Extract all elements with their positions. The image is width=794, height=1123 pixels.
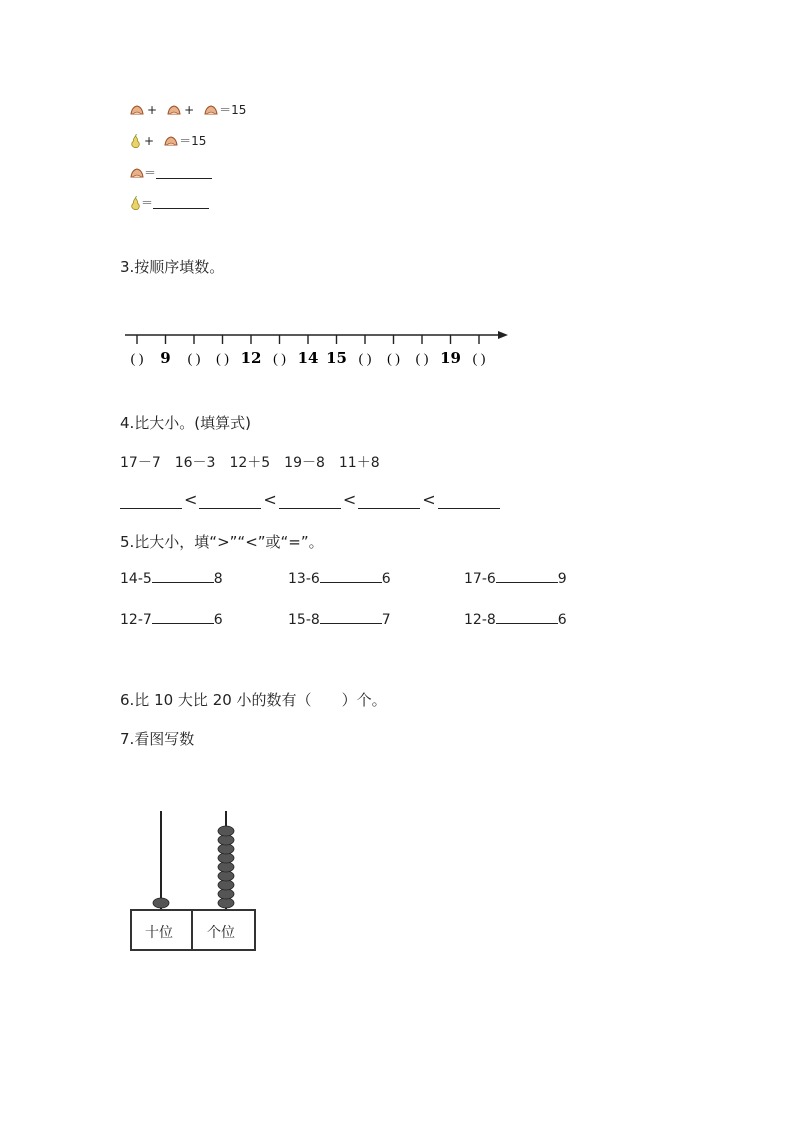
compare-item xyxy=(288,611,391,628)
compare-right: 8 xyxy=(213,571,223,587)
answer-blank[interactable] xyxy=(438,490,500,509)
abacus-bead xyxy=(218,862,234,872)
abacus-bead xyxy=(218,844,234,854)
number-line-label: 19 xyxy=(440,349,461,367)
question-3-title: 3.按顺序填数。 xyxy=(120,258,225,276)
pear-icon xyxy=(130,196,141,210)
compare-right: 6 xyxy=(213,612,223,628)
abacus-bead xyxy=(218,853,234,863)
equation-rhs: ＝15 xyxy=(179,134,207,148)
compare-left: 12-8 xyxy=(464,612,496,628)
abacus-bead xyxy=(218,835,234,845)
number-line-blank[interactable]: ( ) xyxy=(415,352,429,367)
question-4-title: 4.比大小。(填算式) xyxy=(120,414,252,432)
operator: + xyxy=(184,102,195,117)
answer-blank[interactable] xyxy=(279,490,341,509)
compare-right: 7 xyxy=(381,612,391,628)
answer-blank[interactable] xyxy=(358,490,420,509)
peach-icon xyxy=(167,104,181,116)
number-line-blank[interactable]: ( ) xyxy=(387,352,400,367)
compare-item xyxy=(120,611,223,628)
number-line-label: 9 xyxy=(160,349,171,367)
equation-rhs: ＝ xyxy=(144,166,157,180)
compare-right: 6 xyxy=(381,571,391,587)
number-line-blank[interactable]: ( ) xyxy=(130,352,144,367)
ordering-row xyxy=(120,490,500,509)
compare-item xyxy=(120,570,223,587)
abacus-bead xyxy=(153,898,169,908)
number-line-label: 14 xyxy=(297,349,319,367)
number-line-blank[interactable]: ( ) xyxy=(472,352,486,367)
answer-blank[interactable] xyxy=(120,490,182,509)
equation-3 xyxy=(130,164,212,181)
number-line-label: 12 xyxy=(240,349,262,367)
operator: + xyxy=(144,133,155,148)
peach-icon xyxy=(164,135,178,147)
compare-blank[interactable] xyxy=(152,570,214,583)
answer-blank[interactable] xyxy=(156,166,212,179)
answer-blank[interactable] xyxy=(153,196,209,209)
number-line-label: 15 xyxy=(326,349,347,367)
compare-left: 15-8 xyxy=(288,612,320,628)
compare-left: 12-7 xyxy=(120,612,152,628)
operator: + xyxy=(147,102,158,117)
equation-1 xyxy=(130,101,246,118)
compare-blank[interactable] xyxy=(320,611,382,624)
less-than-sign: < xyxy=(263,490,277,509)
question-6-text-before: 6.比 10 大比 20 小的数有（ xyxy=(120,691,312,709)
compare-item xyxy=(288,570,391,587)
compare-item xyxy=(464,611,567,628)
compare-blank[interactable] xyxy=(320,570,382,583)
compare-blank[interactable] xyxy=(152,611,214,624)
peach-icon xyxy=(130,167,144,179)
compare-left: 14-5 xyxy=(120,571,152,587)
number-line-blank[interactable]: ( ) xyxy=(187,352,201,367)
question-5-title: 5.比大小，填“>”“<”或“=”。 xyxy=(120,533,324,551)
expressions: 17－7 16－3 12＋5 19－8 11＋8 xyxy=(120,455,380,471)
peach-icon xyxy=(204,104,218,116)
abacus-bead xyxy=(218,898,234,908)
peach-icon xyxy=(130,104,144,116)
number-line-blank[interactable]: ( ) xyxy=(358,352,372,367)
abacus-bead xyxy=(218,871,234,881)
compare-item xyxy=(464,570,567,587)
place-divider xyxy=(191,909,193,951)
abacus-bead xyxy=(218,889,234,899)
question-6-text-after: ）个。 xyxy=(341,691,387,709)
compare-right: 9 xyxy=(557,571,567,587)
number-line-blank[interactable]: ( ) xyxy=(273,352,286,367)
abacus-bead xyxy=(218,826,234,836)
question-6 xyxy=(120,689,387,710)
question-7-title: 7.看图写数 xyxy=(120,730,195,748)
compare-blank[interactable] xyxy=(496,611,558,624)
arrow-head xyxy=(498,331,508,339)
compare-right: 6 xyxy=(557,612,567,628)
less-than-sign: < xyxy=(184,490,198,509)
number-line xyxy=(110,320,520,380)
equation-2 xyxy=(130,132,206,149)
pear-icon xyxy=(130,134,141,148)
number-line-blank[interactable]: ( ) xyxy=(216,352,229,367)
equation-4 xyxy=(130,194,209,211)
less-than-sign: < xyxy=(342,490,357,509)
compare-blank[interactable] xyxy=(496,570,558,583)
equation-rhs: ＝15 xyxy=(219,103,247,117)
answer-blank[interactable] xyxy=(199,490,261,509)
abacus-bead xyxy=(218,880,234,890)
tens-label: 十位 xyxy=(145,925,173,941)
equation-rhs: ＝ xyxy=(141,196,154,210)
compare-left: 17-6 xyxy=(464,571,496,587)
compare-left: 13-6 xyxy=(288,571,320,587)
less-than-sign: < xyxy=(422,490,436,509)
ones-label: 个位 xyxy=(207,925,235,941)
abacus xyxy=(125,805,265,915)
